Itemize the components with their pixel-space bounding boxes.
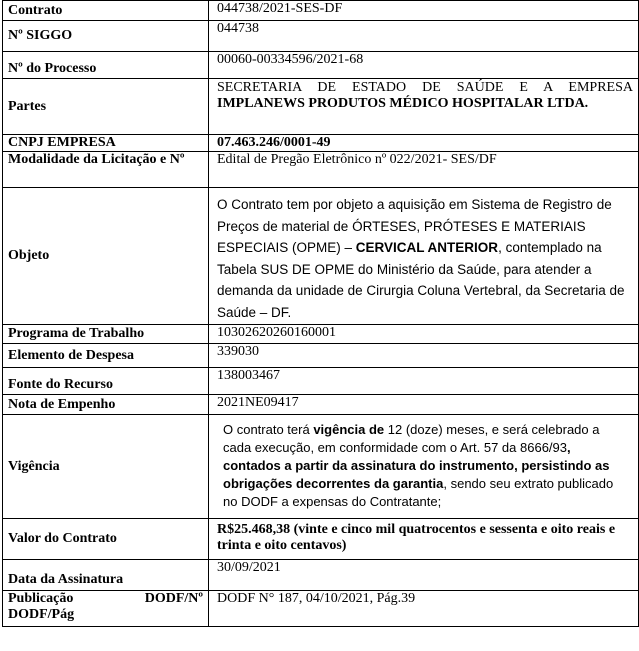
row-valor xyxy=(3,519,639,560)
row-publicacao xyxy=(3,591,639,627)
label-processo: Nº do Processo xyxy=(3,52,209,79)
label-partes: Partes xyxy=(3,79,209,135)
label-siggo: Nº SIGGO xyxy=(3,21,209,52)
row-contrato xyxy=(3,1,639,21)
row-vigencia xyxy=(3,415,639,519)
value-objeto xyxy=(209,188,639,325)
label-fonte: Fonte do Recurso xyxy=(3,368,209,395)
label-objeto: Objeto xyxy=(3,188,209,325)
partes-text: SECRETARIA DE ESTADO DE SAÚDE E A EMPRESA xyxy=(217,80,633,95)
label-elemento: Elemento de Despesa xyxy=(3,344,209,368)
row-modalidade xyxy=(3,152,639,188)
value-partes xyxy=(209,79,639,135)
row-objeto xyxy=(3,188,639,325)
row-programa xyxy=(3,325,639,344)
publicacao-label-right: DODF/Nº xyxy=(144,591,203,606)
publicacao-label-line1 xyxy=(8,591,203,607)
value-contrato: 044738/2021-SES-DF xyxy=(209,1,639,21)
partes-empresa: IMPLANEWS PRODUTOS MÉDICO HOSPITALAR LTDA. xyxy=(217,96,589,111)
value-valor: R$25.468,38 (vinte e cinco mil quatrocentos e sessenta e oito reais e trinta e oito centavos) xyxy=(209,519,639,560)
label-contrato: Contrato xyxy=(3,1,209,21)
row-cnpj xyxy=(3,135,639,152)
label-modalidade: Modalidade da Licitação e Nº xyxy=(3,152,209,188)
vigencia-t1: O contrato terá xyxy=(223,422,314,437)
row-processo xyxy=(3,52,639,79)
row-siggo xyxy=(3,21,639,52)
value-data: 30/09/2021 xyxy=(209,560,639,591)
value-siggo: 044738 xyxy=(209,21,639,52)
vigencia-b2: , contados a partir da assinatura do instrumento, persistindo as obrigações decorrentes da garantia xyxy=(223,440,610,491)
value-cnpj: 07.463.246/0001-49 xyxy=(209,135,639,152)
objeto-text-2: , contemplado na Tabela SUS DE OPME do Ministério da Saúde, para atender a demanda da unidade de Cirurgia Coluna Vertebral, da Secretaria de Saúde – DF. xyxy=(217,240,625,320)
label-programa: Programa de Trabalho xyxy=(3,325,209,344)
publicacao-label-line2: DODF/Pág xyxy=(8,607,75,622)
label-empenho: Nota de Empenho xyxy=(3,395,209,415)
vigencia-b1: vigência de xyxy=(313,422,385,437)
row-elemento xyxy=(3,344,639,368)
label-valor: Valor do Contrato xyxy=(3,519,209,560)
vigencia-t3: , sendo seu extrato publicado no DODF a expensas do Contratante; xyxy=(223,476,614,509)
value-publicacao: DODF N° 187, 04/10/2021, Pág.39 xyxy=(209,591,639,627)
label-vigencia: Vigência xyxy=(3,415,209,519)
value-processo: 00060-00334596/2021-68 xyxy=(209,52,639,79)
row-fonte xyxy=(3,368,639,395)
value-vigencia xyxy=(209,415,639,519)
label-cnpj: CNPJ EMPRESA xyxy=(3,135,209,152)
publicacao-label-left: Publicação xyxy=(8,591,74,606)
value-programa: 10302620260160001 xyxy=(209,325,639,344)
row-data xyxy=(3,560,639,591)
objeto-text-1: O Contrato tem por objeto a aquisição em Sistema de Registro de Preços de material de ÓRTESES, PRÓTESES E MATERIAIS ESPECIAIS (OPME) – xyxy=(217,197,612,255)
value-elemento: 339030 xyxy=(209,344,639,368)
row-partes xyxy=(3,79,639,135)
value-fonte: 138003467 xyxy=(209,368,639,395)
vigencia-t2: 12 (doze) meses, e será celebrado a cada execução, em conformidade com o Art. 57 da 8666/93 xyxy=(223,422,600,455)
value-empenho: 2021NE09417 xyxy=(209,395,639,415)
label-publicacao xyxy=(3,591,209,627)
label-data: Data da Assinatura xyxy=(3,560,209,591)
contract-summary-table xyxy=(2,0,639,627)
value-modalidade: Edital de Pregão Eletrônico nº 022/2021- SES/DF xyxy=(209,152,639,188)
objeto-bold: CERVICAL ANTERIOR xyxy=(355,240,499,255)
row-empenho xyxy=(3,395,639,415)
